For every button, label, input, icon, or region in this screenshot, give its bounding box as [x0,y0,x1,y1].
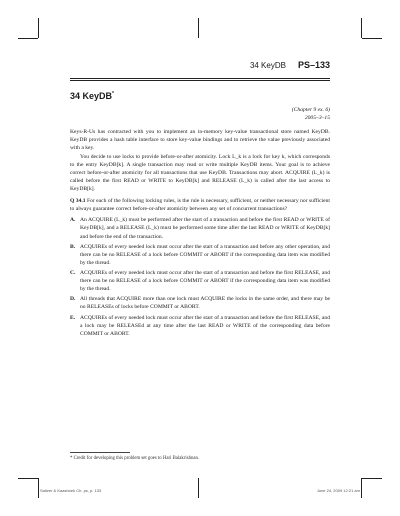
option-item [70,216,330,240]
option-text: ACQUIREs of every needed lock must occur after the start of a transaction and before the first RELEASE, and there can be no RELEASE of a lock before COMMIT or ABORT if the corresponding data item was modified by the thread. [80,270,330,293]
header-rule [70,80,330,81]
option-text: All threads that ACQUIRE more than one lock must ACQUIRE the locks in the same order, and there may be no RELEASEs of locks before COMMIT or ABORT. [80,296,330,311]
chapter-reference: (Chapter 9 ex. 6) [291,107,330,114]
crop-mark [362,478,382,479]
question [70,197,330,213]
question-text: For each of the following locking rules, is the rule is necessary, sufficient, or neither necessary nor sufficient to always guarantee correct before-or-after atomicity between any set of concurrent transactions? [70,198,330,213]
crop-mark [361,18,362,38]
header-rule [70,78,330,79]
problem-title [70,90,330,103]
option-item [70,295,330,311]
intro-paragraph-2: You decide to use locks to provide before-or-after atomicity. Lock L_k is a lock for key k, which corresponds to the entry KeyDB[k]. A single transaction may read or write multiple KeyDB items. Your goal is to achieve correct before-or-after atomicity for all transactions that use KeyDB. Transactions may abort. ACQUIRE (L_k) is called before the first READ or WRITE to KeyDB[k] and RELEASE (L_k) is called after the last access to KeyDB[k]. [70,153,330,193]
footnote-rule [70,452,130,453]
crop-mark [362,38,382,39]
problem-body [70,90,330,340]
running-head [250,60,330,70]
option-list [70,216,330,338]
option-letter: A. [70,217,76,224]
crop-mark [38,18,39,38]
footer-right: June 24, 2009 12:21 am [316,488,360,493]
intro-paragraph: Keys-R-Us has contracted with you to implement an in-memory key-value transactional store named KeyDB. KeyDB provides a hash table interface to store key-value bindings and to retrieve the value previously associated with a key. [70,129,330,152]
option-text: An ACQUIRE (L_k) must be performed after the start of a transaction and before the first READ or WRITE of KeyDB[k], and a RELEASE (L_k) must be performed some time after the last READ or WRITE of KeyDB[k] and before the end of the transaction. [80,217,330,240]
option-text: ACQUIREs of every needed lock must occur after the start of a transaction and before any other operation, and there can be no RELEASE of a lock before COMMIT or ABORT if the corresponding data item was modified by the thread. [80,243,330,266]
problem-title-text: 34 KeyDB [70,91,113,101]
question-number: Q 34.1 [70,198,86,205]
footnote: * Credit for developing this problem set goes to Hari Balakrishnan. [70,456,200,461]
crop-mark [38,478,39,498]
running-head-chapter: 34 KeyDB [249,61,286,70]
crop-mark [18,478,38,479]
problem-date: 2005–3–15 [304,115,330,122]
option-letter: E. [70,314,76,321]
footer-left: Saltzer & Kaashoek Ch. ps, p. 133 [40,488,102,493]
crop-mark [361,478,362,498]
option-item [70,243,330,267]
option-letter: C. [70,270,76,277]
crop-mark [18,38,38,39]
option-text: ACQUIREs of every needed lock must occur after the start of a transaction and before the first RELEASE, and a lock may be RELEASEd at any time after the last READ or WRITE of the corresponding data before COMMIT or ABORT. [80,314,330,337]
page-number: PS–133 [297,60,330,70]
footnote-marker: * [112,91,114,97]
option-letter: B. [70,243,76,250]
crop-mark [198,18,199,38]
crop-mark [198,478,199,498]
option-item [70,269,330,293]
option-item [70,314,330,338]
option-letter: D. [70,296,76,303]
